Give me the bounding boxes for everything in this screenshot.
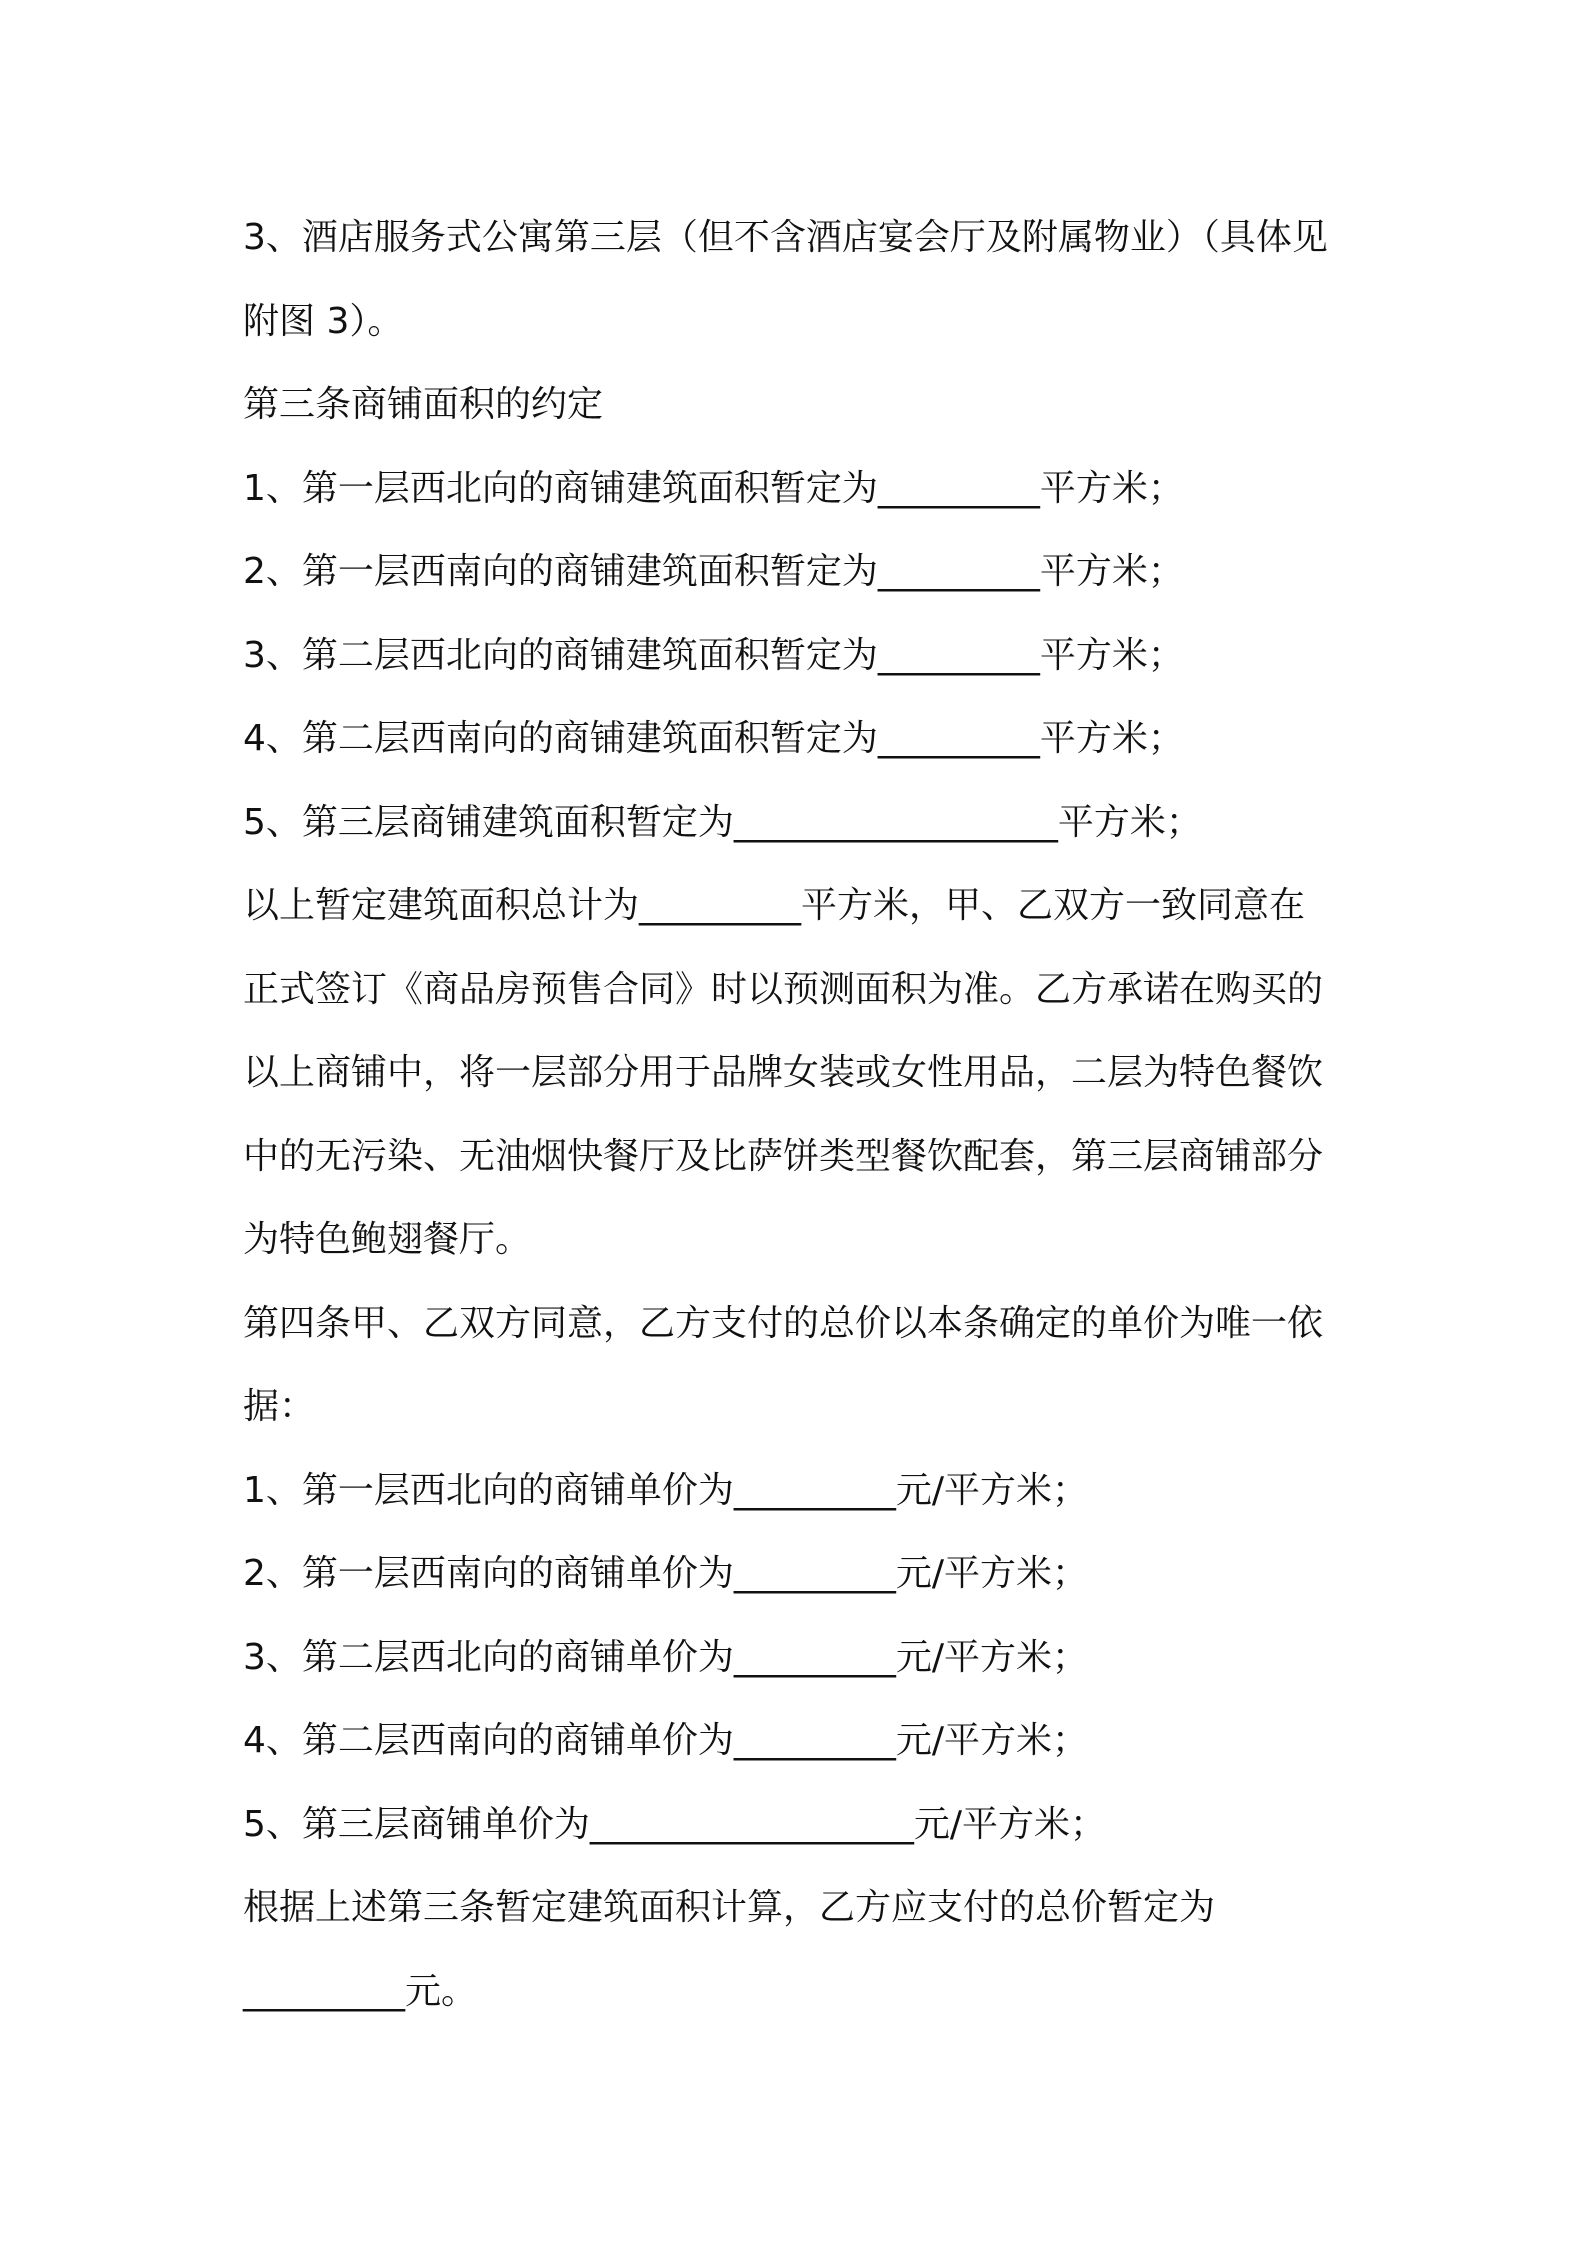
text-line: 4、第二层西南向的商铺单价为_________元/平方米； bbox=[243, 1720, 1089, 1761]
text-line: 3、第二层西北向的商铺单价为_________元/平方米； bbox=[243, 1636, 1089, 1678]
text-line: 3、酒店服务式公寓第三层（但不含酒店宴会厅及附属物业）（具体见 bbox=[243, 217, 1328, 258]
text-line: 为特色鲍翅餐厅。 bbox=[243, 1219, 532, 1260]
text-line: 以上商铺中，将一层部分用于品牌女装或女性用品，二层为特色餐饮 bbox=[243, 1052, 1324, 1093]
text-line: 1、第一层西北向的商铺建筑面积暂定为_________平方米； bbox=[243, 467, 1184, 509]
text-line: 据： bbox=[243, 1386, 316, 1427]
section-heading: 第三条商铺面积的约定 bbox=[243, 384, 604, 425]
text-line: 以上暂定建筑面积总计为_________平方米，甲、乙双方一致同意在 bbox=[243, 885, 1306, 926]
text-line: _________元。 bbox=[243, 1970, 478, 2012]
text-line: 附图 3）。 bbox=[243, 300, 404, 342]
text-line: 4、第二层西南向的商铺建筑面积暂定为_________平方米； bbox=[243, 718, 1184, 759]
text-line: 2、第一层西南向的商铺建筑面积暂定为_________平方米； bbox=[243, 551, 1184, 592]
text-line: 2、第一层西南向的商铺单价为_________元/平方米； bbox=[243, 1553, 1089, 1594]
section-heading: 第四条甲、乙双方同意，乙方支付的总价以本条确定的单价为唯一依 bbox=[243, 1302, 1324, 1344]
text-line: 1、第一层西北向的商铺单价为_________元/平方米； bbox=[243, 1469, 1089, 1511]
text-line: 5、第三层商铺建筑面积暂定为__________________平方米； bbox=[243, 801, 1202, 843]
text-line: 根据上述第三条暂定建筑面积计算，乙方应支付的总价暂定为 bbox=[243, 1887, 1216, 1928]
text-line: 5、第三层商铺单价为__________________元/平方米； bbox=[243, 1803, 1107, 1845]
document-body bbox=[243, 196, 1355, 2033]
text-line: 中的无污染、无油烟快餐厅及比萨饼类型餐饮配套，第三层商铺部分 bbox=[243, 1135, 1324, 1177]
text-line: 3、第二层西北向的商铺建筑面积暂定为_________平方米； bbox=[243, 634, 1184, 676]
text-line: 正式签订《商品房预售合同》时以预测面积为准。乙方承诺在购买的 bbox=[243, 968, 1324, 1010]
